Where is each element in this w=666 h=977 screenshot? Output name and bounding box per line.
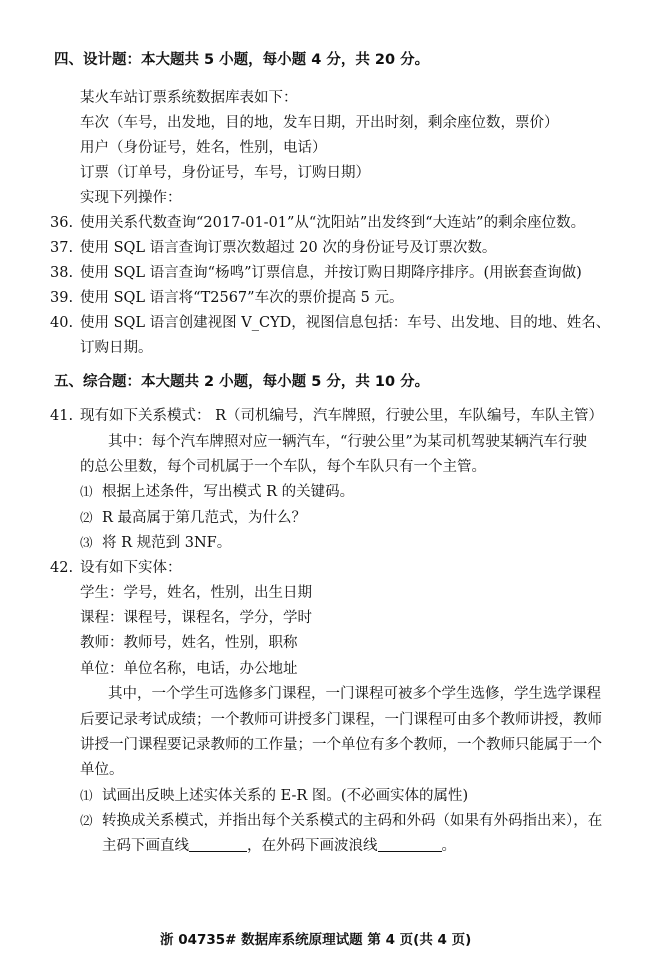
answer-blank-straight <box>189 837 247 852</box>
question-37 <box>50 238 496 258</box>
question-38 <box>50 263 582 283</box>
question-text: 现有如下关系模式： R（司机编号，汽车牌照，行驶公里，车队编号，车队主管） <box>80 408 604 424</box>
entity-student: 学生：学号，姓名，性别，出生日期 <box>80 585 312 601</box>
q42-paragraph-line: 讲授一门课程要记录教师的工作量；一个单位有多个教师，一个教师只能属于一个 <box>80 737 602 753</box>
question-number: 38. <box>50 265 74 281</box>
question-40 <box>50 313 610 333</box>
q42-sub-2 <box>80 811 602 831</box>
underline-instruction: 主码下画直线 <box>102 838 189 854</box>
q42-paragraph-line: 单位。 <box>80 762 124 778</box>
period: 。 <box>441 838 456 854</box>
q41-sub-1 <box>80 482 354 502</box>
sub-text: 试画出反映上述实体关系的 E-R 图。(不必画实体的属性) <box>102 788 469 804</box>
q42-paragraph-line: 其中，一个学生可选修多门课程，一门课程可被多个学生选修，学生选学课程 <box>108 686 601 702</box>
page-footer: 浙 04735# 数据库系统原理试题 第 4 页(共 4 页) <box>160 932 472 948</box>
sub-mark: ⑴ <box>80 484 93 499</box>
table-user: 用户（身份证号，姓名，性别，电话） <box>80 140 327 156</box>
sub-mark: ⑶ <box>80 535 93 550</box>
sub-text: 将 R 规范到 3NF。 <box>102 535 232 551</box>
table-train: 车次（车号，出发地，目的地，发车日期，开出时刻，剩余座位数，票价） <box>80 115 559 131</box>
section4-header: 四、设计题：本大题共 5 小题，每小题 4 分，共 20 分。 <box>54 52 430 68</box>
question-text: 使用关系代数查询“2017-01-01”从“沈阳站”出发终到“大连站”的剩余座位数。 <box>80 215 586 231</box>
question-number: 36. <box>50 215 74 231</box>
sub-text: R 最高属于第几范式，为什么？ <box>102 510 307 526</box>
question-text: 使用 SQL 语言将“T2567”车次的票价提高 5 元。 <box>80 290 404 306</box>
question-39 <box>50 288 404 308</box>
question-41 <box>50 406 603 426</box>
question-text: 使用 SQL 语言查询订票次数超过 20 次的身份证号及订票次数。 <box>80 240 497 256</box>
entity-unit: 单位：单位名称，电话，办公地址 <box>80 661 298 677</box>
q42-sub-1 <box>80 786 468 806</box>
section4-task: 实现下列操作： <box>80 190 182 206</box>
answer-blank-wavy <box>378 837 442 852</box>
q41-sub-2 <box>80 508 306 528</box>
question-text: 设有如下实体： <box>80 560 182 576</box>
question-text: 使用 SQL 语言查询“杨鸣”订票信息，并按订购日期降序排序。(用嵌套查询做) <box>80 265 582 281</box>
q41-paragraph-line: 的总公里数，每个司机属于一个车队，每个车队只有一个主管。 <box>80 459 486 475</box>
question-number: 40. <box>50 315 74 331</box>
entity-teacher: 教师：教师号，姓名，性别，职称 <box>80 635 298 651</box>
question-number: 37. <box>50 240 74 256</box>
sub-mark: ⑴ <box>80 788 93 803</box>
question-40-continuation: 订购日期。 <box>80 340 153 356</box>
question-36 <box>50 213 585 233</box>
sub-text: 转换成关系模式，并指出每个关系模式的主码和外码（如果有外码指出来），在 <box>102 813 603 829</box>
sub-text: 根据上述条件，写出模式 R 的关键码。 <box>102 484 355 500</box>
sub-mark: ⑵ <box>80 813 93 828</box>
wavy-instruction: ，在外码下画波浪线 <box>247 838 378 854</box>
question-text: 使用 SQL 语言创建视图 V_CYD，视图信息包括：车号、出发地、目的地、姓名、 <box>80 315 611 331</box>
question-number: 39. <box>50 290 74 306</box>
sub-mark: ⑵ <box>80 510 93 525</box>
section5-header: 五、综合题：本大题共 2 小题，每小题 5 分，共 10 分。 <box>54 374 430 390</box>
q41-sub-3 <box>80 533 231 553</box>
table-order: 订票（订单号，身份证号，车号，订购日期） <box>80 165 370 181</box>
question-number: 41. <box>50 408 74 424</box>
q41-paragraph-line: 其中：每个汽车牌照对应一辆汽车，“行驶公里”为某司机驾驶某辆汽车行驶 <box>108 434 587 450</box>
question-42 <box>50 558 182 578</box>
section4-intro: 某火车站订票系统数据库表如下： <box>80 90 298 106</box>
q42-sub-2-continuation <box>102 836 456 856</box>
q42-paragraph-line: 后要记录考试成绩；一个教师可讲授多门课程，一门课程可由多个教师讲授，教师 <box>80 712 602 728</box>
entity-course: 课程：课程号，课程名，学分，学时 <box>80 610 312 626</box>
question-number: 42. <box>50 560 74 576</box>
